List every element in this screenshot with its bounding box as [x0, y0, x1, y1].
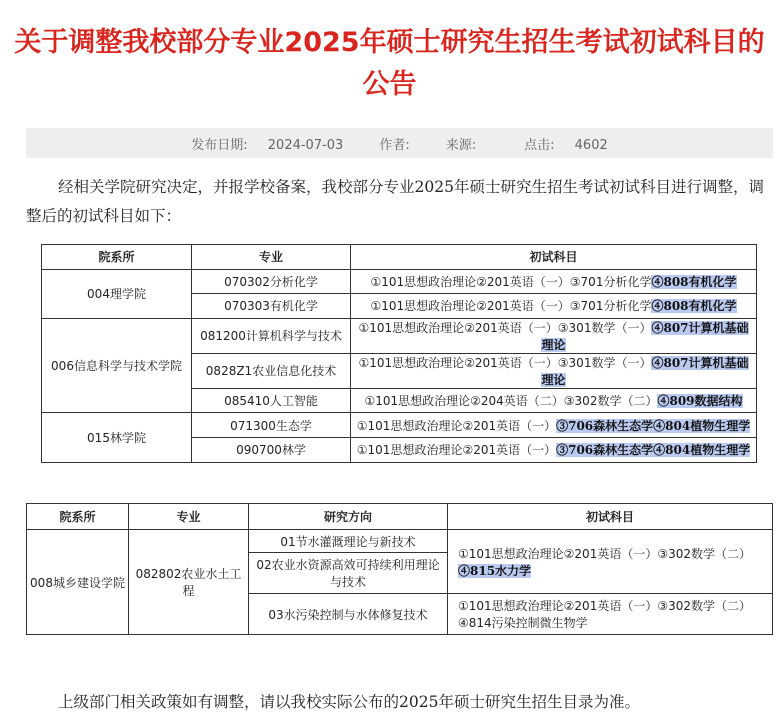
- header-dept: 院系所: [42, 245, 192, 270]
- header-major: 专业: [192, 245, 351, 270]
- author-label: 作者:: [379, 137, 410, 153]
- header-major: 专业: [129, 504, 249, 530]
- table-header-row: [42, 245, 757, 270]
- intro-paragraph: 经相关学院研究决定，并报学校备案，我校部分专业2025年硕士研究生招生考试初试科目进行调整，调整后的初试科目如下：: [26, 178, 764, 225]
- major-cell: 085410人工智能: [192, 388, 351, 413]
- major-cell: 070303有机化学: [192, 294, 351, 319]
- subjects-highlight: ③706森林生态学④804植物生理学: [556, 443, 751, 458]
- dept-cell: 006信息科学与技术学院: [42, 318, 192, 413]
- direction-cell: 02农业水资源高效可持续利用理论与技术: [249, 553, 448, 594]
- subjects-text: ①101思想政治理论②204英语（二）③302数学（二）: [364, 394, 658, 409]
- direction-cell: 03水污染控制与水体修复技术: [249, 594, 448, 635]
- subjects-text: ①101思想政治理论②201英语（一）: [356, 443, 557, 458]
- major-cell: 082802农业水土工程: [129, 530, 249, 635]
- subjects-cell: [351, 294, 757, 319]
- views: [512, 134, 620, 153]
- header-subjects: 初试科目: [351, 245, 757, 270]
- subjects-highlight: ④809数据结构: [657, 394, 743, 409]
- subjects-cell: [351, 413, 757, 438]
- major-cell: 070302分析化学: [192, 269, 351, 294]
- subjects-cell: [448, 530, 773, 594]
- table-row: [27, 530, 773, 553]
- subjects-cell: ①101思想政治理论②201英语（一）③302数学（二）④814污染控制微生物学: [448, 594, 773, 635]
- publish-date-label: 发布日期:: [191, 137, 248, 153]
- subjects-cell: [351, 318, 757, 353]
- major-cell: 081200计算机科学与技术: [192, 318, 351, 353]
- subjects-cell: [351, 437, 757, 462]
- page-title: 关于调整我校部分专业2025年硕士研究生招生考试初试科目的公告: [14, 27, 765, 100]
- subjects-table-2: [26, 503, 773, 635]
- subjects-text: ①101思想政治理论②201英语（一）③701分析化学: [370, 299, 652, 314]
- subjects-highlight: ④808有机化学: [651, 274, 737, 289]
- subjects-highlight: ④808有机化学: [651, 299, 737, 314]
- header-direction: 研究方向: [249, 504, 448, 530]
- table-row: [42, 413, 757, 438]
- dept-cell: 015林学院: [42, 413, 192, 462]
- subjects-highlight: ④807计算机基础理论: [541, 355, 749, 387]
- publish-date-value: 2024-07-03: [267, 137, 344, 153]
- dept-cell: 004理学院: [42, 269, 192, 318]
- subjects-cell: [351, 269, 757, 294]
- major-cell: 0828Z1农业信息化技术: [192, 353, 351, 388]
- direction-cell: 01节水灌溉理论与新技术: [249, 530, 448, 553]
- table-row: [42, 318, 757, 353]
- subjects-text: ①101思想政治理论②201英语（一）: [356, 418, 557, 433]
- subjects-cell: [351, 353, 757, 388]
- footer-note: 上级部门相关政策如有调整，请以我校实际公布的2025年硕士研究生招生目录为准。: [58, 693, 640, 711]
- subjects-text: ①101思想政治理论②201英语（一）③701分析化学: [370, 274, 652, 289]
- major-cell: 071300生态学: [192, 413, 351, 438]
- subjects-cell: [351, 388, 757, 413]
- subjects-highlight: ③706森林生态学④804植物生理学: [556, 418, 751, 433]
- subjects-highlight: ④807计算机基础理论: [541, 320, 749, 352]
- header-dept: 院系所: [27, 504, 129, 530]
- table-row: [42, 269, 757, 294]
- dept-cell: 008城乡建设学院: [27, 530, 129, 635]
- subjects-text: ①101思想政治理论②201英语（一）③301数学（一）: [358, 320, 652, 335]
- header-subjects: 初试科目: [448, 504, 773, 530]
- subjects-highlight: ④815水力学: [458, 563, 532, 578]
- major-cell: 090700林学: [192, 437, 351, 462]
- source-label: 来源:: [445, 137, 477, 153]
- subjects-text: ①101思想政治理论②201英语（一）③302数学（二）: [458, 546, 751, 561]
- table-header-row: [27, 504, 773, 530]
- views-value: 4602: [574, 137, 608, 153]
- subjects-table-1: [41, 244, 757, 463]
- publish-date: [179, 134, 355, 153]
- views-label: 点击:: [524, 137, 555, 153]
- subjects-text: ①101思想政治理论②201英语（一）③301数学（一）: [358, 355, 652, 370]
- article-meta: [26, 128, 773, 158]
